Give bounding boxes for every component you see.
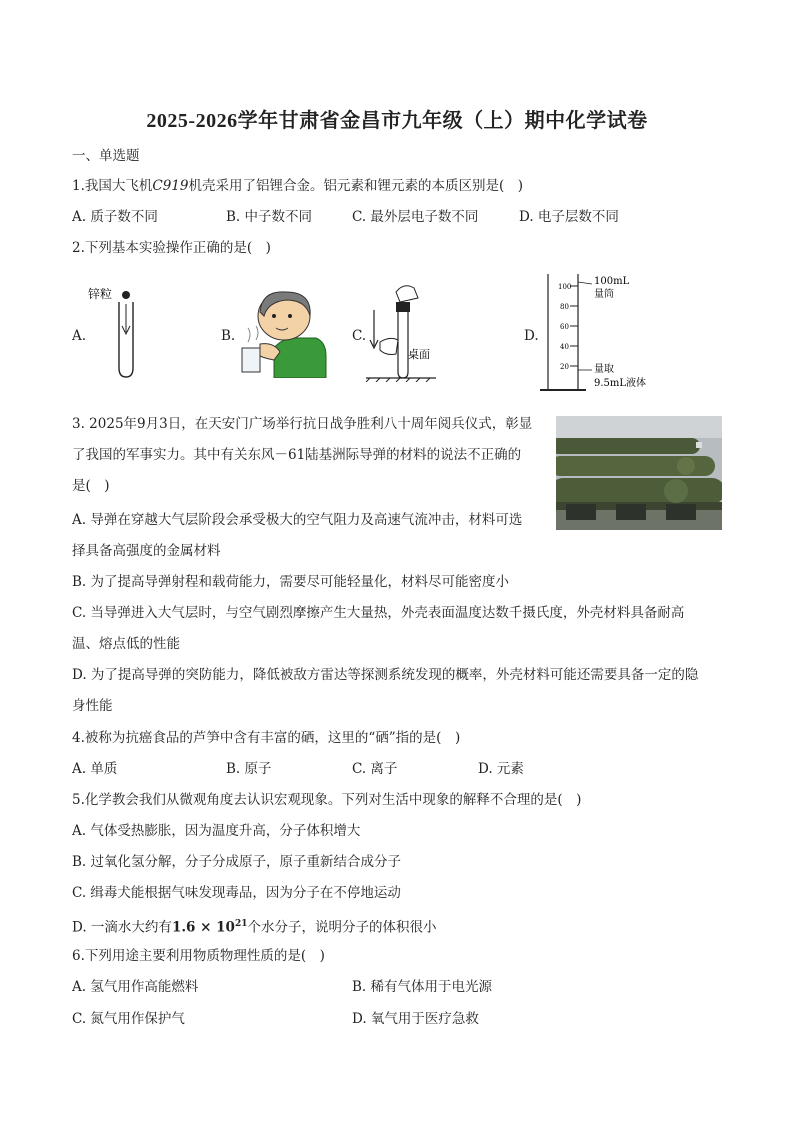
q1-option-b: B. 中子数不同: [226, 209, 313, 225]
q2-option-d-label: D.: [524, 328, 539, 344]
tick-20: 20: [560, 363, 569, 371]
measure-label: 量取: [594, 364, 614, 375]
zinc-granule-icon: [122, 291, 130, 299]
q2-figure-a-test-tube: [84, 280, 154, 385]
q4-option-b: B. 原子: [226, 761, 272, 777]
q1-option-d: D. 电子层数不同: [519, 209, 619, 225]
q3-stem-line-3: 是( ): [72, 478, 110, 494]
q3-option-a-line-1: A. 导弹在穿越大气层阶段会承受极大的空气阻力及高速气流冲击，材料可选: [72, 512, 523, 528]
q3-option-d-line-2: 身性能: [72, 698, 113, 714]
volume-label: 9.5mL液体: [594, 378, 647, 389]
q4-option-d: D. 元素: [478, 761, 524, 777]
q5-option-d: [72, 914, 436, 938]
q6-option-b: B. 稀有气体用于电光源: [352, 979, 493, 995]
desk-label: 桌面: [408, 348, 430, 361]
cylinder-capacity-label: 100mL: [594, 276, 630, 287]
tick-80: 80: [560, 303, 569, 311]
tick-40: 40: [560, 343, 569, 351]
insert-stopper-figure: [366, 282, 446, 382]
q1-option-a: A. 质子数不同: [72, 209, 158, 225]
q4-option-c: C. 离子: [352, 761, 398, 777]
q3-option-a-line-2: 择具备高强度的金属材料: [72, 543, 221, 559]
q3-option-c-line-2: 温、熔点低的性能: [72, 636, 180, 652]
zinc-label: 锌粒: [88, 287, 113, 301]
q2-option-c-label: C.: [352, 328, 367, 344]
q6-option-d: D. 氧气用于医疗急救: [352, 1011, 479, 1027]
q5-d-text-post: 个水分子，说明分子的体积很小: [247, 919, 437, 936]
person-smelling-icon: [234, 286, 329, 378]
q5-d-exponent: 21: [234, 919, 248, 929]
q2-figure-d-cylinder: [538, 270, 658, 398]
q5-d-number: 1.6 × 10: [171, 919, 235, 936]
question-4-stem: 4.被称为抗癌食品的芦笋中含有丰富的硒，这里的“硒”指的是( ): [72, 730, 461, 746]
page-title: 2025-2026学年甘肃省金昌市九年级（上）期中化学试卷: [146, 110, 648, 132]
q2-figure-b-smelling: [234, 286, 329, 378]
q3-stem-line-1: 3. 2025年9月3日，在天安门广场举行抗日战争胜利八十周年阅兵仪式，彰显: [72, 416, 533, 432]
q2-option-a-label: A.: [72, 328, 87, 344]
cylinder-name-label: 量筒: [594, 289, 614, 300]
q1-model: C919: [152, 178, 189, 194]
question-5-stem: 5.化学教会我们从微观角度去认识宏观现象。下列对生活中现象的解释不合理的是( ): [72, 792, 582, 808]
q3-option-d-line-1: D. 为了提高导弹的突防能力，降低被敌方雷达等探测系统发现的概率，外壳材料可能还需要具备一定的隐: [72, 667, 699, 683]
question-1-stem: [72, 176, 523, 196]
q5-option-c: C. 缉毒犬能根据气味发现毒品，因为分子在不停地运动: [72, 885, 401, 901]
question-2-stem: 2.下列基本实验操作正确的是( ): [72, 240, 271, 256]
parade-missile-photo: [556, 416, 722, 530]
question-6-stem: 6.下列用途主要利用物质物理性质的是( ): [72, 948, 325, 964]
q6-option-c: C. 氮气用作保护气: [72, 1011, 185, 1027]
q1-option-c: C. 最外层电子数不同: [352, 209, 479, 225]
q1-text-pre: 1.我国大飞机: [72, 178, 153, 194]
q3-option-c-line-1: C. 当导弹进入大气层时，与空气剧烈摩擦产生大量热，外壳表面温度达数千摄氏度，外壳材料具备耐高: [72, 605, 685, 621]
q6-option-a: A. 氢气用作高能燃料: [72, 979, 199, 995]
q5-option-a: A. 气体受热膨胀，因为温度升高，分子体积增大: [72, 823, 361, 839]
q4-option-a: A. 单质: [72, 761, 118, 777]
missile-photo-image: [556, 416, 722, 530]
q5-d-text-pre: D. 一滴水大约有: [72, 919, 172, 936]
q2-option-b-label: B.: [221, 328, 236, 344]
q5-option-b: B. 过氧化氢分解，分子分成原子，原子重新结合成分子: [72, 854, 402, 870]
tick-60: 60: [560, 323, 569, 331]
tick-100: 100: [558, 283, 572, 291]
q1-text-post: 机壳采用了铝锂合金。铝元素和锂元素的本质区别是( ): [188, 178, 524, 194]
q3-stem-line-2: 了我国的军事实力。其中有关东风－61陆基洲际导弹的材料的说法不正确的: [72, 447, 522, 463]
q2-figure-c-stopper: [366, 282, 446, 382]
graduated-cylinder-figure: [538, 270, 658, 398]
section-heading: 一、单选题: [72, 148, 140, 164]
q3-option-b: B. 为了提高导弹射程和载荷能力，需要尽可能轻量化，材料尽可能密度小: [72, 574, 510, 590]
test-tube-zinc-figure: [84, 280, 154, 385]
